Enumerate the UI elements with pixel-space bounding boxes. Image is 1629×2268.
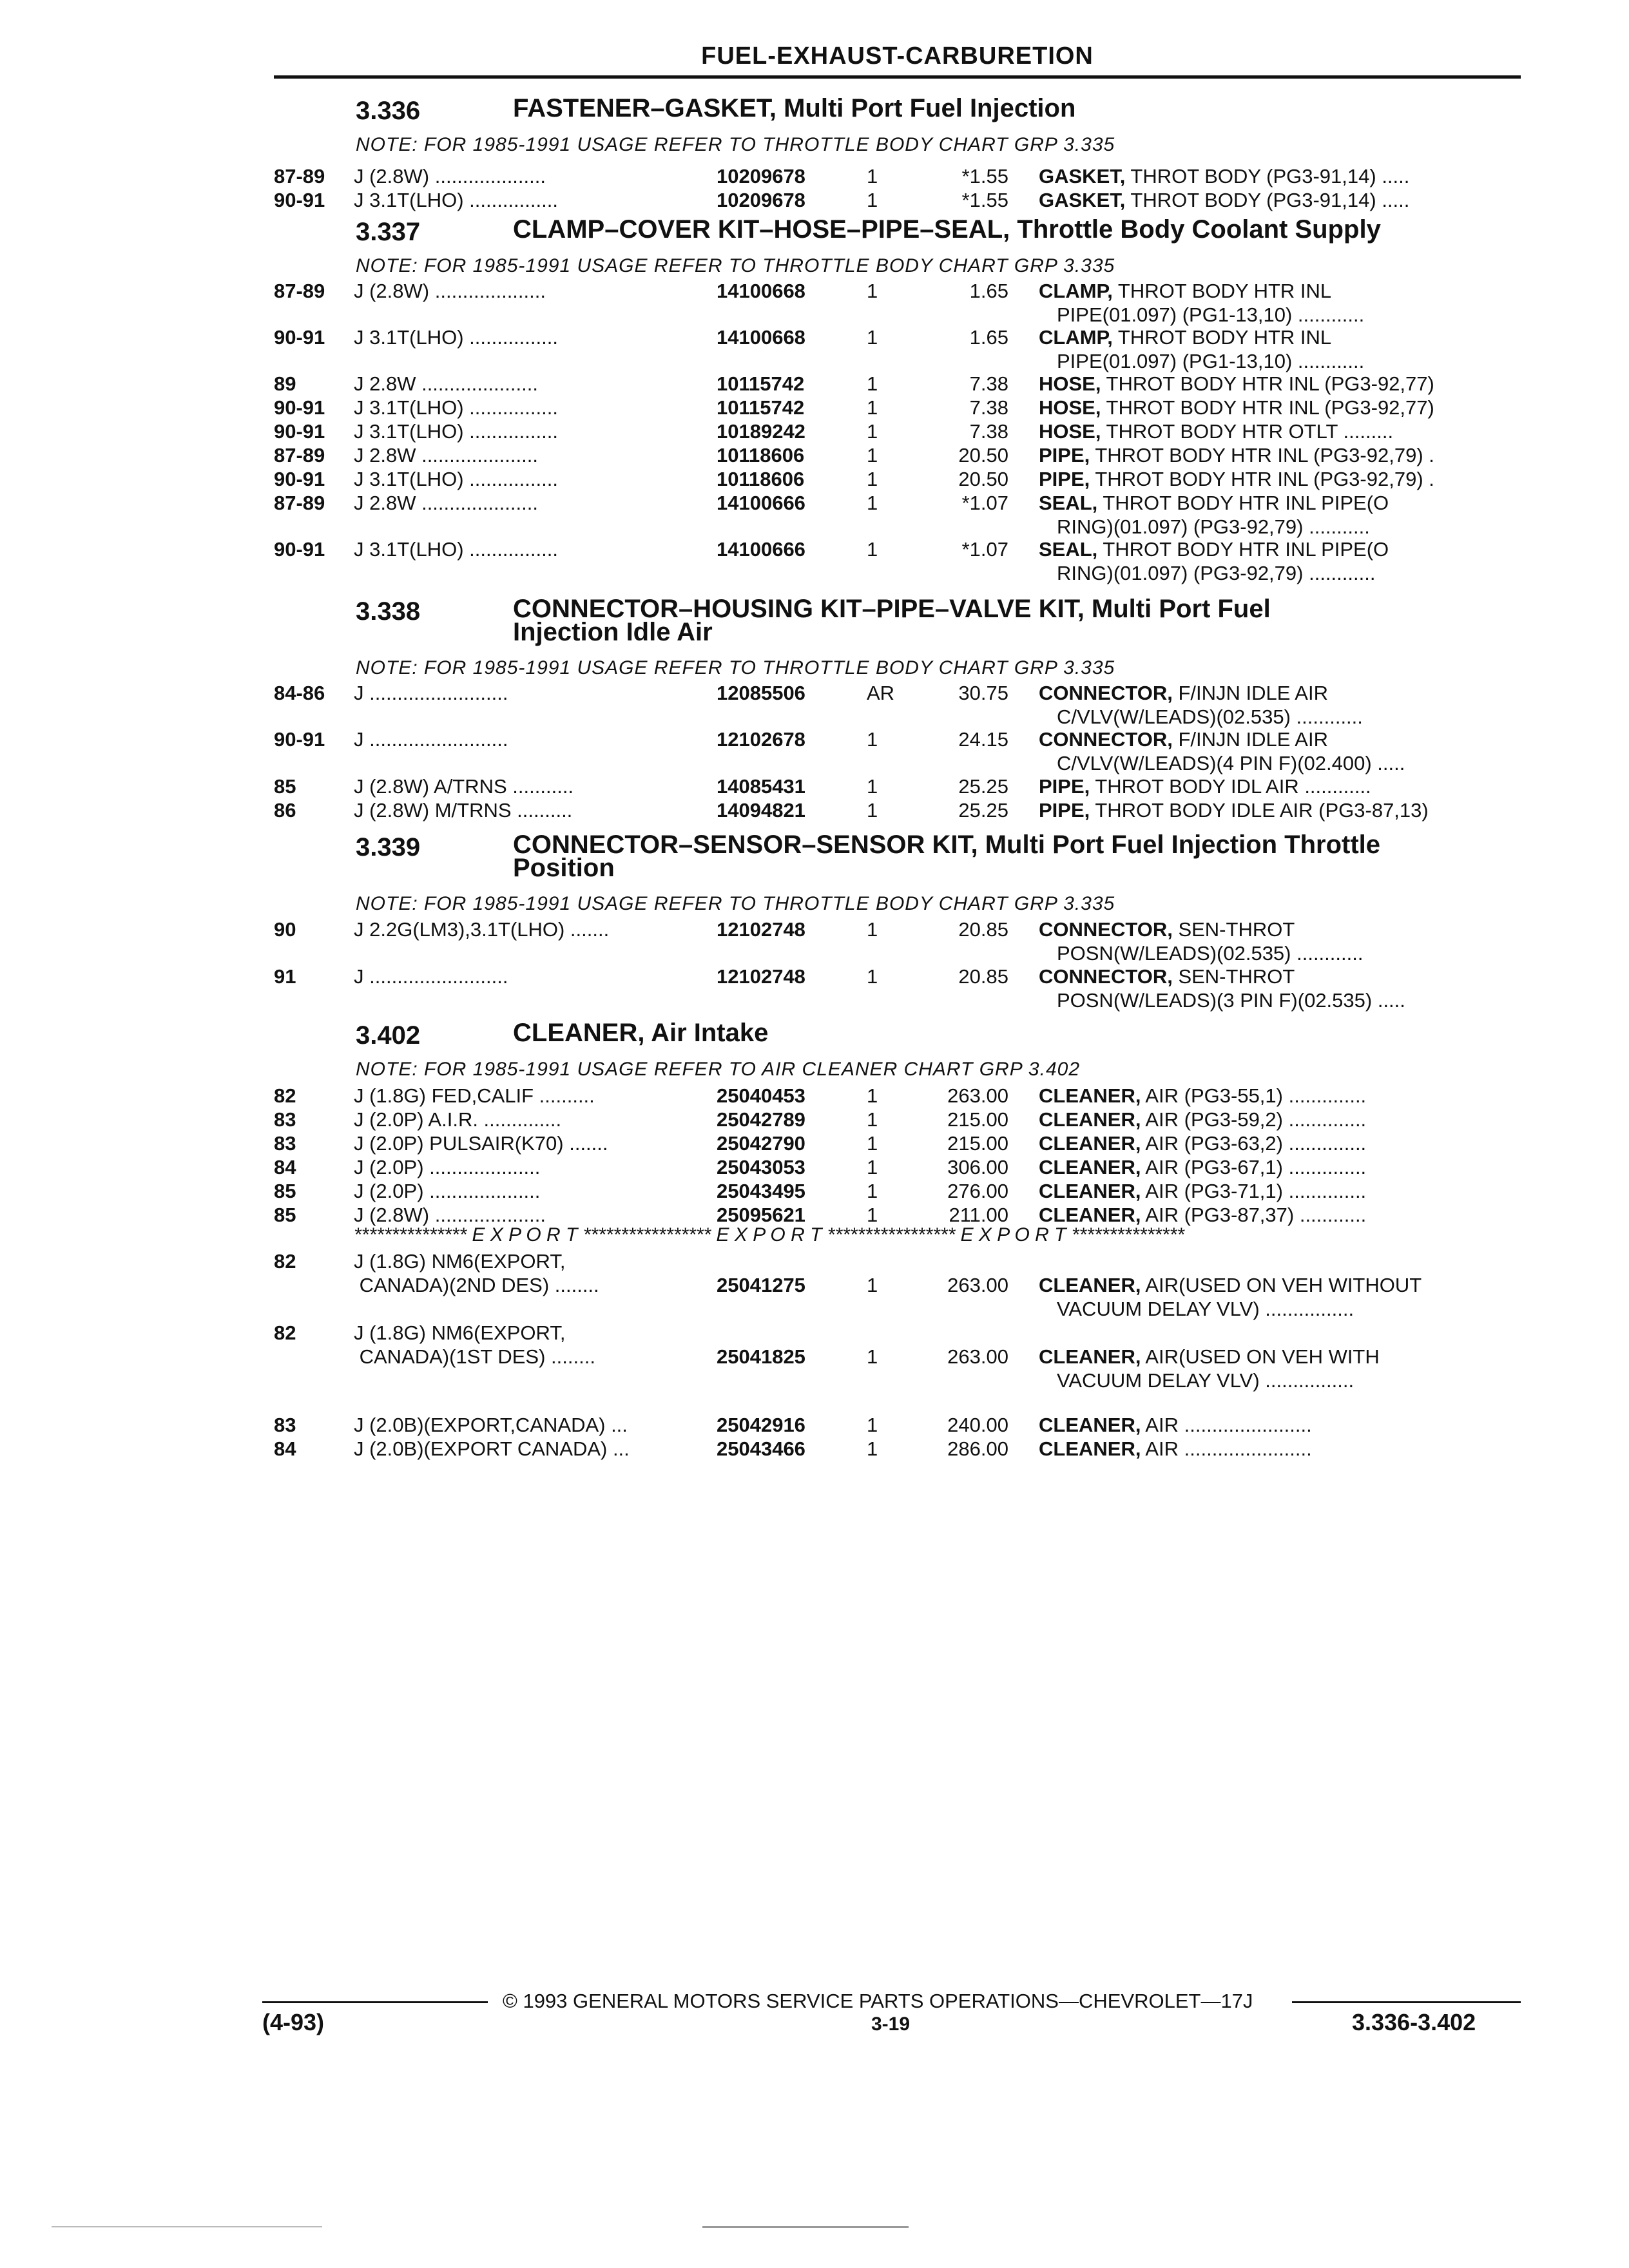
quantity: 1 <box>867 799 878 822</box>
part-description <box>1039 1179 1512 1203</box>
part-number: 10209678 <box>717 165 805 187</box>
part-description <box>1039 1413 1512 1437</box>
price: 30.75 <box>958 682 1008 704</box>
export-divider: *************** E X P O R T ***************** E X P O R T ***************** E X P O R T *************** <box>354 1224 1184 1245</box>
section-note: NOTE: FOR 1985-1991 USAGE REFER TO THROTTLE BODY CHART GRP 3.335 <box>356 893 1115 914</box>
section-title <box>513 1019 1531 1047</box>
price: 1.65 <box>969 280 1008 302</box>
price: *1.55 <box>961 189 1008 211</box>
part-description-cont: PIPE(01.097) (PG1-13,10) ............ <box>1057 350 1365 372</box>
part-description <box>1039 188 1512 212</box>
section-note: NOTE: FOR 1985-1991 USAGE REFER TO THROTTLE BODY CHART GRP 3.335 <box>356 134 1115 155</box>
model-code: J 2.8W ..................... <box>354 492 538 514</box>
part-number: 25041825 <box>717 1345 805 1368</box>
part-name: CONNECTOR, <box>1039 965 1173 988</box>
part-name: CONNECTOR, <box>1039 728 1173 751</box>
part-number: 25095621 <box>717 1204 805 1226</box>
price: 286.00 <box>947 1437 1008 1460</box>
part-number: 10115742 <box>717 372 805 395</box>
scan-artifact <box>52 2226 322 2227</box>
model-year: 87-89 <box>274 280 325 302</box>
model-year: 90-91 <box>274 189 325 211</box>
part-name: HOSE, <box>1039 396 1101 419</box>
quantity: 1 <box>867 396 878 419</box>
model-year: 91 <box>274 965 296 988</box>
part-description-cont: PIPE(01.097) (PG1-13,10) ............ <box>1057 303 1365 326</box>
model-year: 87-89 <box>274 444 325 466</box>
part-detail: AIR ....................... <box>1141 1437 1312 1460</box>
model-year: 84 <box>274 1437 296 1460</box>
model-code: J (2.8W) .................... <box>354 165 546 187</box>
model-year: 85 <box>274 1180 296 1202</box>
part-name: CLEANER, <box>1039 1084 1141 1107</box>
part-name: CLEANER, <box>1039 1274 1141 1296</box>
part-number: 10115742 <box>717 396 805 419</box>
part-description <box>1039 467 1512 491</box>
section-number: 3.338 <box>356 597 421 626</box>
quantity: 1 <box>867 468 878 490</box>
part-number: 14100666 <box>717 492 805 514</box>
model-year: 90-91 <box>274 728 325 751</box>
model-code: J (2.0B)(EXPORT,CANADA) ... <box>354 1414 628 1436</box>
part-detail: THROT BODY HTR INL PIPE(O <box>1097 538 1389 561</box>
part-name: PIPE, <box>1039 468 1090 490</box>
model-code: J 2.8W ..................... <box>354 372 538 395</box>
part-number: 25043495 <box>717 1180 805 1202</box>
part-description <box>1039 774 1512 798</box>
section-title-line: FASTENER–GASKET, Multi Port Fuel Injection <box>513 94 1076 122</box>
quantity: 1 <box>867 420 878 443</box>
section-title-line: CLEANER, Air Intake <box>513 1019 769 1047</box>
part-detail: SEN-THROT <box>1172 918 1295 941</box>
section-title-line: Position <box>513 854 615 882</box>
footer-date: (4-93) <box>262 2009 325 2035</box>
part-number: 25042789 <box>717 1108 805 1131</box>
quantity: 1 <box>867 1108 878 1131</box>
part-name: CONNECTOR, <box>1039 918 1173 941</box>
part-detail: THROT BODY HTR INL <box>1112 326 1332 349</box>
part-description-cont: POSN(W/LEADS)(02.535) ............ <box>1057 942 1364 965</box>
quantity: 1 <box>867 1084 878 1107</box>
part-description <box>1039 1108 1512 1131</box>
part-number: 10118606 <box>717 444 805 466</box>
part-detail: THROT BODY HTR INL PIPE(O <box>1097 492 1389 514</box>
part-detail: THROT BODY (PG3-91,14) ..... <box>1125 189 1410 211</box>
price: 215.00 <box>947 1132 1008 1155</box>
part-detail: THROT BODY HTR OTLT ......... <box>1101 420 1394 443</box>
part-name: PIPE, <box>1039 799 1090 822</box>
part-detail: THROT BODY (PG3-91,14) ..... <box>1125 165 1410 187</box>
model-code: J (2.8W) .................... <box>354 1204 546 1226</box>
part-name: CLEANER, <box>1039 1204 1141 1226</box>
section-number: 3.336 <box>356 97 421 125</box>
section-title-line: CONNECTOR–HOUSING KIT–PIPE–VALVE KIT, Multi Port Fuel <box>513 595 1271 623</box>
price: 1.65 <box>969 326 1008 349</box>
part-detail: AIR (PG3-71,1) .............. <box>1141 1180 1367 1202</box>
part-detail: AIR (PG3-55,1) .............. <box>1141 1084 1367 1107</box>
part-detail: F/INJN IDLE AIR <box>1172 682 1328 704</box>
part-name: SEAL, <box>1039 492 1098 514</box>
quantity: 1 <box>867 1204 878 1226</box>
part-number: 12102748 <box>717 965 805 988</box>
part-number: 25040453 <box>717 1084 805 1107</box>
quantity: 1 <box>867 918 878 941</box>
part-name: CLAMP, <box>1039 280 1113 302</box>
model-year: 86 <box>274 799 296 822</box>
part-detail: SEN-THROT <box>1172 965 1295 988</box>
model-year: 89 <box>274 372 296 395</box>
part-description <box>1039 1345 1512 1369</box>
part-description-cont: C/VLV(W/LEADS)(02.535) ............ <box>1057 706 1363 728</box>
model-year: 90-91 <box>274 420 325 443</box>
model-code: J 3.1T(LHO) ................ <box>354 189 558 211</box>
model-year: 85 <box>274 775 296 798</box>
price: 20.50 <box>958 444 1008 466</box>
part-name: PIPE, <box>1039 775 1090 798</box>
part-name: GASKET, <box>1039 165 1126 187</box>
model-code: J ......................... <box>354 728 508 751</box>
part-number: 14094821 <box>717 799 805 822</box>
model-year: 87-89 <box>274 165 325 187</box>
model-code: J 2.2G(LM3),3.1T(LHO) ....... <box>354 918 610 941</box>
part-description <box>1039 1437 1512 1461</box>
part-detail: THROT BODY HTR INL (PG3-92,79) . <box>1090 468 1434 490</box>
section-note: NOTE: FOR 1985-1991 USAGE REFER TO THROTTLE BODY CHART GRP 3.335 <box>356 657 1115 678</box>
price: 20.50 <box>958 468 1008 490</box>
part-detail: THROT BODY HTR INL (PG3-92,77) <box>1101 396 1434 419</box>
model-code-cont: CANADA)(2ND DES) ........ <box>354 1274 599 1296</box>
part-description <box>1039 491 1512 515</box>
quantity: 1 <box>867 1345 878 1368</box>
quantity: 1 <box>867 189 878 211</box>
price: 7.38 <box>969 372 1008 395</box>
part-number: 25042916 <box>717 1414 805 1436</box>
page-header: FUEL-EXHAUST-CARBURETION <box>701 43 1094 70</box>
model-code: J (2.0P) .................... <box>354 1180 541 1202</box>
quantity: AR <box>867 682 895 704</box>
part-name: CLEANER, <box>1039 1132 1141 1155</box>
section-number: 3.339 <box>356 833 421 861</box>
model-code: J 2.8W ..................... <box>354 444 538 466</box>
model-code: J (1.8G) FED,CALIF .......... <box>354 1084 595 1107</box>
part-description <box>1039 1084 1512 1108</box>
quantity: 1 <box>867 1132 878 1155</box>
model-year: 90-91 <box>274 326 325 349</box>
part-number: 14100666 <box>717 538 805 561</box>
part-number: 25041275 <box>717 1274 805 1296</box>
part-name: HOSE, <box>1039 420 1101 443</box>
part-name: CLEANER, <box>1039 1345 1141 1368</box>
price: 20.85 <box>958 918 1008 941</box>
price: 25.25 <box>958 799 1008 822</box>
quantity: 1 <box>867 444 878 466</box>
part-description-cont: C/VLV(W/LEADS)(4 PIN F)(02.400) ..... <box>1057 752 1405 774</box>
price: 215.00 <box>947 1108 1008 1131</box>
section-note: NOTE: FOR 1985-1991 USAGE REFER TO AIR CLEANER CHART GRP 3.402 <box>356 1059 1080 1080</box>
part-description <box>1039 537 1512 561</box>
part-detail: F/INJN IDLE AIR <box>1172 728 1328 751</box>
model-code: J 3.1T(LHO) ................ <box>354 326 558 349</box>
model-code: J 3.1T(LHO) ................ <box>354 396 558 419</box>
part-name: PIPE, <box>1039 444 1090 466</box>
price: 263.00 <box>947 1084 1008 1107</box>
part-name: CLEANER, <box>1039 1156 1141 1178</box>
part-number: 12102748 <box>717 918 805 941</box>
model-year: 87-89 <box>274 492 325 514</box>
part-number: 12102678 <box>717 728 805 751</box>
part-name: CLEANER, <box>1039 1108 1141 1131</box>
part-name: SEAL, <box>1039 538 1098 561</box>
model-code: J (2.0P) PULSAIR(K70) ....... <box>354 1132 608 1155</box>
section-title <box>513 94 1531 122</box>
model-year: 90-91 <box>274 538 325 561</box>
part-description <box>1039 396 1512 419</box>
part-detail: THROT BODY HTR INL (PG3-92,77) <box>1101 372 1434 395</box>
quantity: 1 <box>867 1156 878 1178</box>
part-name: CLAMP, <box>1039 326 1113 349</box>
quantity: 1 <box>867 728 878 751</box>
quantity: 1 <box>867 538 878 561</box>
part-name: GASKET, <box>1039 189 1126 211</box>
quantity: 1 <box>867 965 878 988</box>
model-year: 90 <box>274 918 296 941</box>
section-number: 3.402 <box>356 1021 421 1050</box>
part-description-cont: VACUUM DELAY VLV) ................ <box>1057 1298 1354 1320</box>
part-description-cont: POSN(W/LEADS)(3 PIN F)(02.535) ..... <box>1057 989 1405 1012</box>
part-description-cont: VACUUM DELAY VLV) ................ <box>1057 1369 1354 1392</box>
part-number: 10189242 <box>717 420 805 443</box>
quantity: 1 <box>867 280 878 302</box>
model-year: 84 <box>274 1156 296 1178</box>
section-title <box>513 831 1531 882</box>
section-title-line: CLAMP–COVER KIT–HOSE–PIPE–SEAL, Throttle Body Coolant Supply <box>513 215 1381 244</box>
quantity: 1 <box>867 1180 878 1202</box>
part-description <box>1039 443 1512 467</box>
part-number: 14085431 <box>717 775 805 798</box>
part-number: 14100668 <box>717 280 805 302</box>
part-description <box>1039 727 1512 751</box>
quantity: 1 <box>867 372 878 395</box>
part-description <box>1039 279 1512 303</box>
quantity: 1 <box>867 492 878 514</box>
model-code: J (2.8W) M/TRNS .......... <box>354 799 573 822</box>
part-description-cont: RING)(01.097) (PG3-92,79) ........... <box>1057 515 1370 538</box>
model-code: J (1.8G) NM6(EXPORT, <box>354 1250 566 1273</box>
part-number: 25043466 <box>717 1437 805 1460</box>
price: 24.15 <box>958 728 1008 751</box>
part-detail: THROT BODY IDL AIR ............ <box>1090 775 1371 798</box>
part-name: CLEANER, <box>1039 1437 1141 1460</box>
part-detail: AIR ....................... <box>1141 1414 1312 1436</box>
part-detail: AIR (PG3-67,1) .............. <box>1141 1156 1367 1178</box>
model-year: 82 <box>274 1084 296 1107</box>
quantity: 1 <box>867 1274 878 1296</box>
part-name: CONNECTOR, <box>1039 682 1173 704</box>
section-title-line: Injection Idle Air <box>513 618 713 646</box>
part-detail: THROT BODY IDLE AIR (PG3-87,13) <box>1090 799 1429 822</box>
section-number: 3.337 <box>356 218 421 246</box>
part-description-cont: RING)(01.097) (PG3-92,79) ............ <box>1057 562 1376 584</box>
part-description <box>1039 325 1512 349</box>
part-number: 10209678 <box>717 189 805 211</box>
quantity: 1 <box>867 1437 878 1460</box>
price: 306.00 <box>947 1156 1008 1178</box>
model-code: J (2.0P) A.I.R. .............. <box>354 1108 562 1131</box>
model-code-cont: CANADA)(1ST DES) ........ <box>354 1345 595 1368</box>
part-detail: AIR (PG3-87,37) ............ <box>1141 1204 1367 1226</box>
model-year: 85 <box>274 1204 296 1226</box>
price: *1.55 <box>961 165 1008 187</box>
footer-copyright: © 1993 GENERAL MOTORS SERVICE PARTS OPERATIONS—CHEVROLET—17J <box>503 1990 1253 2012</box>
section-note: NOTE: FOR 1985-1991 USAGE REFER TO THROTTLE BODY CHART GRP 3.335 <box>356 255 1115 276</box>
price: 20.85 <box>958 965 1008 988</box>
part-description <box>1039 681 1512 705</box>
price: 7.38 <box>969 396 1008 419</box>
part-description <box>1039 164 1512 188</box>
footer-rule-left <box>262 2001 488 2003</box>
part-detail: AIR(USED ON VEH WITHOUT <box>1141 1274 1422 1296</box>
part-description <box>1039 419 1512 443</box>
footer-page-number: 3-19 <box>871 2013 911 2035</box>
price: 7.38 <box>969 420 1008 443</box>
footer-rule-right <box>1292 2001 1521 2003</box>
price: 211.00 <box>949 1204 1008 1226</box>
section-title-line: CONNECTOR–SENSOR–SENSOR KIT, Multi Port Fuel Injection Throttle <box>513 831 1381 859</box>
model-year: 83 <box>274 1132 296 1155</box>
part-number: 12085506 <box>717 682 805 704</box>
part-detail: THROT BODY HTR INL <box>1112 280 1332 302</box>
model-code: J (2.0B)(EXPORT CANADA) ... <box>354 1437 630 1460</box>
header-rule <box>274 75 1521 79</box>
section-title <box>513 597 1531 644</box>
price: 263.00 <box>947 1345 1008 1368</box>
model-code: J (1.8G) NM6(EXPORT, <box>354 1321 566 1344</box>
part-detail: AIR (PG3-59,2) .............. <box>1141 1108 1367 1131</box>
part-detail: AIR (PG3-63,2) .............. <box>1141 1132 1367 1155</box>
model-year: 83 <box>274 1414 296 1436</box>
price: *1.07 <box>961 492 1008 514</box>
part-description <box>1039 1131 1512 1155</box>
model-year: 90-91 <box>274 468 325 490</box>
model-code: J (2.8W) A/TRNS ........... <box>354 775 574 798</box>
model-year: 82 <box>274 1321 296 1344</box>
model-code: J 3.1T(LHO) ................ <box>354 468 558 490</box>
price: 276.00 <box>947 1180 1008 1202</box>
price: 240.00 <box>947 1414 1008 1436</box>
model-year: 90-91 <box>274 396 325 419</box>
part-description <box>1039 965 1512 988</box>
quantity: 1 <box>867 1414 878 1436</box>
part-description <box>1039 372 1512 396</box>
part-description <box>1039 1273 1512 1297</box>
part-number: 25042790 <box>717 1132 805 1155</box>
model-code: J (2.8W) .................... <box>354 280 546 302</box>
part-description <box>1039 798 1512 822</box>
part-detail: AIR(USED ON VEH WITH <box>1141 1345 1380 1368</box>
part-name: HOSE, <box>1039 372 1101 395</box>
quantity: 1 <box>867 775 878 798</box>
price: 263.00 <box>947 1274 1008 1296</box>
model-code: J ......................... <box>354 682 508 704</box>
model-code: J 3.1T(LHO) ................ <box>354 538 558 561</box>
model-code: J (2.0P) .................... <box>354 1156 541 1178</box>
footer-section-range: 3.336-3.402 <box>1352 2009 1476 2035</box>
price: *1.07 <box>961 538 1008 561</box>
part-name: CLEANER, <box>1039 1180 1141 1202</box>
model-code: J ......................... <box>354 965 508 988</box>
part-description <box>1039 1155 1512 1179</box>
part-description <box>1039 918 1512 941</box>
part-number: 14100668 <box>717 326 805 349</box>
part-number: 25043053 <box>717 1156 805 1178</box>
model-code: J 3.1T(LHO) ................ <box>354 420 558 443</box>
scan-artifact <box>702 2226 909 2228</box>
price: 25.25 <box>958 775 1008 798</box>
section-title <box>513 215 1531 244</box>
model-year: 83 <box>274 1108 296 1131</box>
part-number: 10118606 <box>717 468 805 490</box>
quantity: 1 <box>867 326 878 349</box>
part-description <box>1039 1203 1512 1227</box>
model-year: 84-86 <box>274 682 325 704</box>
quantity: 1 <box>867 165 878 187</box>
model-year: 82 <box>274 1250 296 1273</box>
part-name: CLEANER, <box>1039 1414 1141 1436</box>
part-detail: THROT BODY HTR INL (PG3-92,79) . <box>1090 444 1434 466</box>
